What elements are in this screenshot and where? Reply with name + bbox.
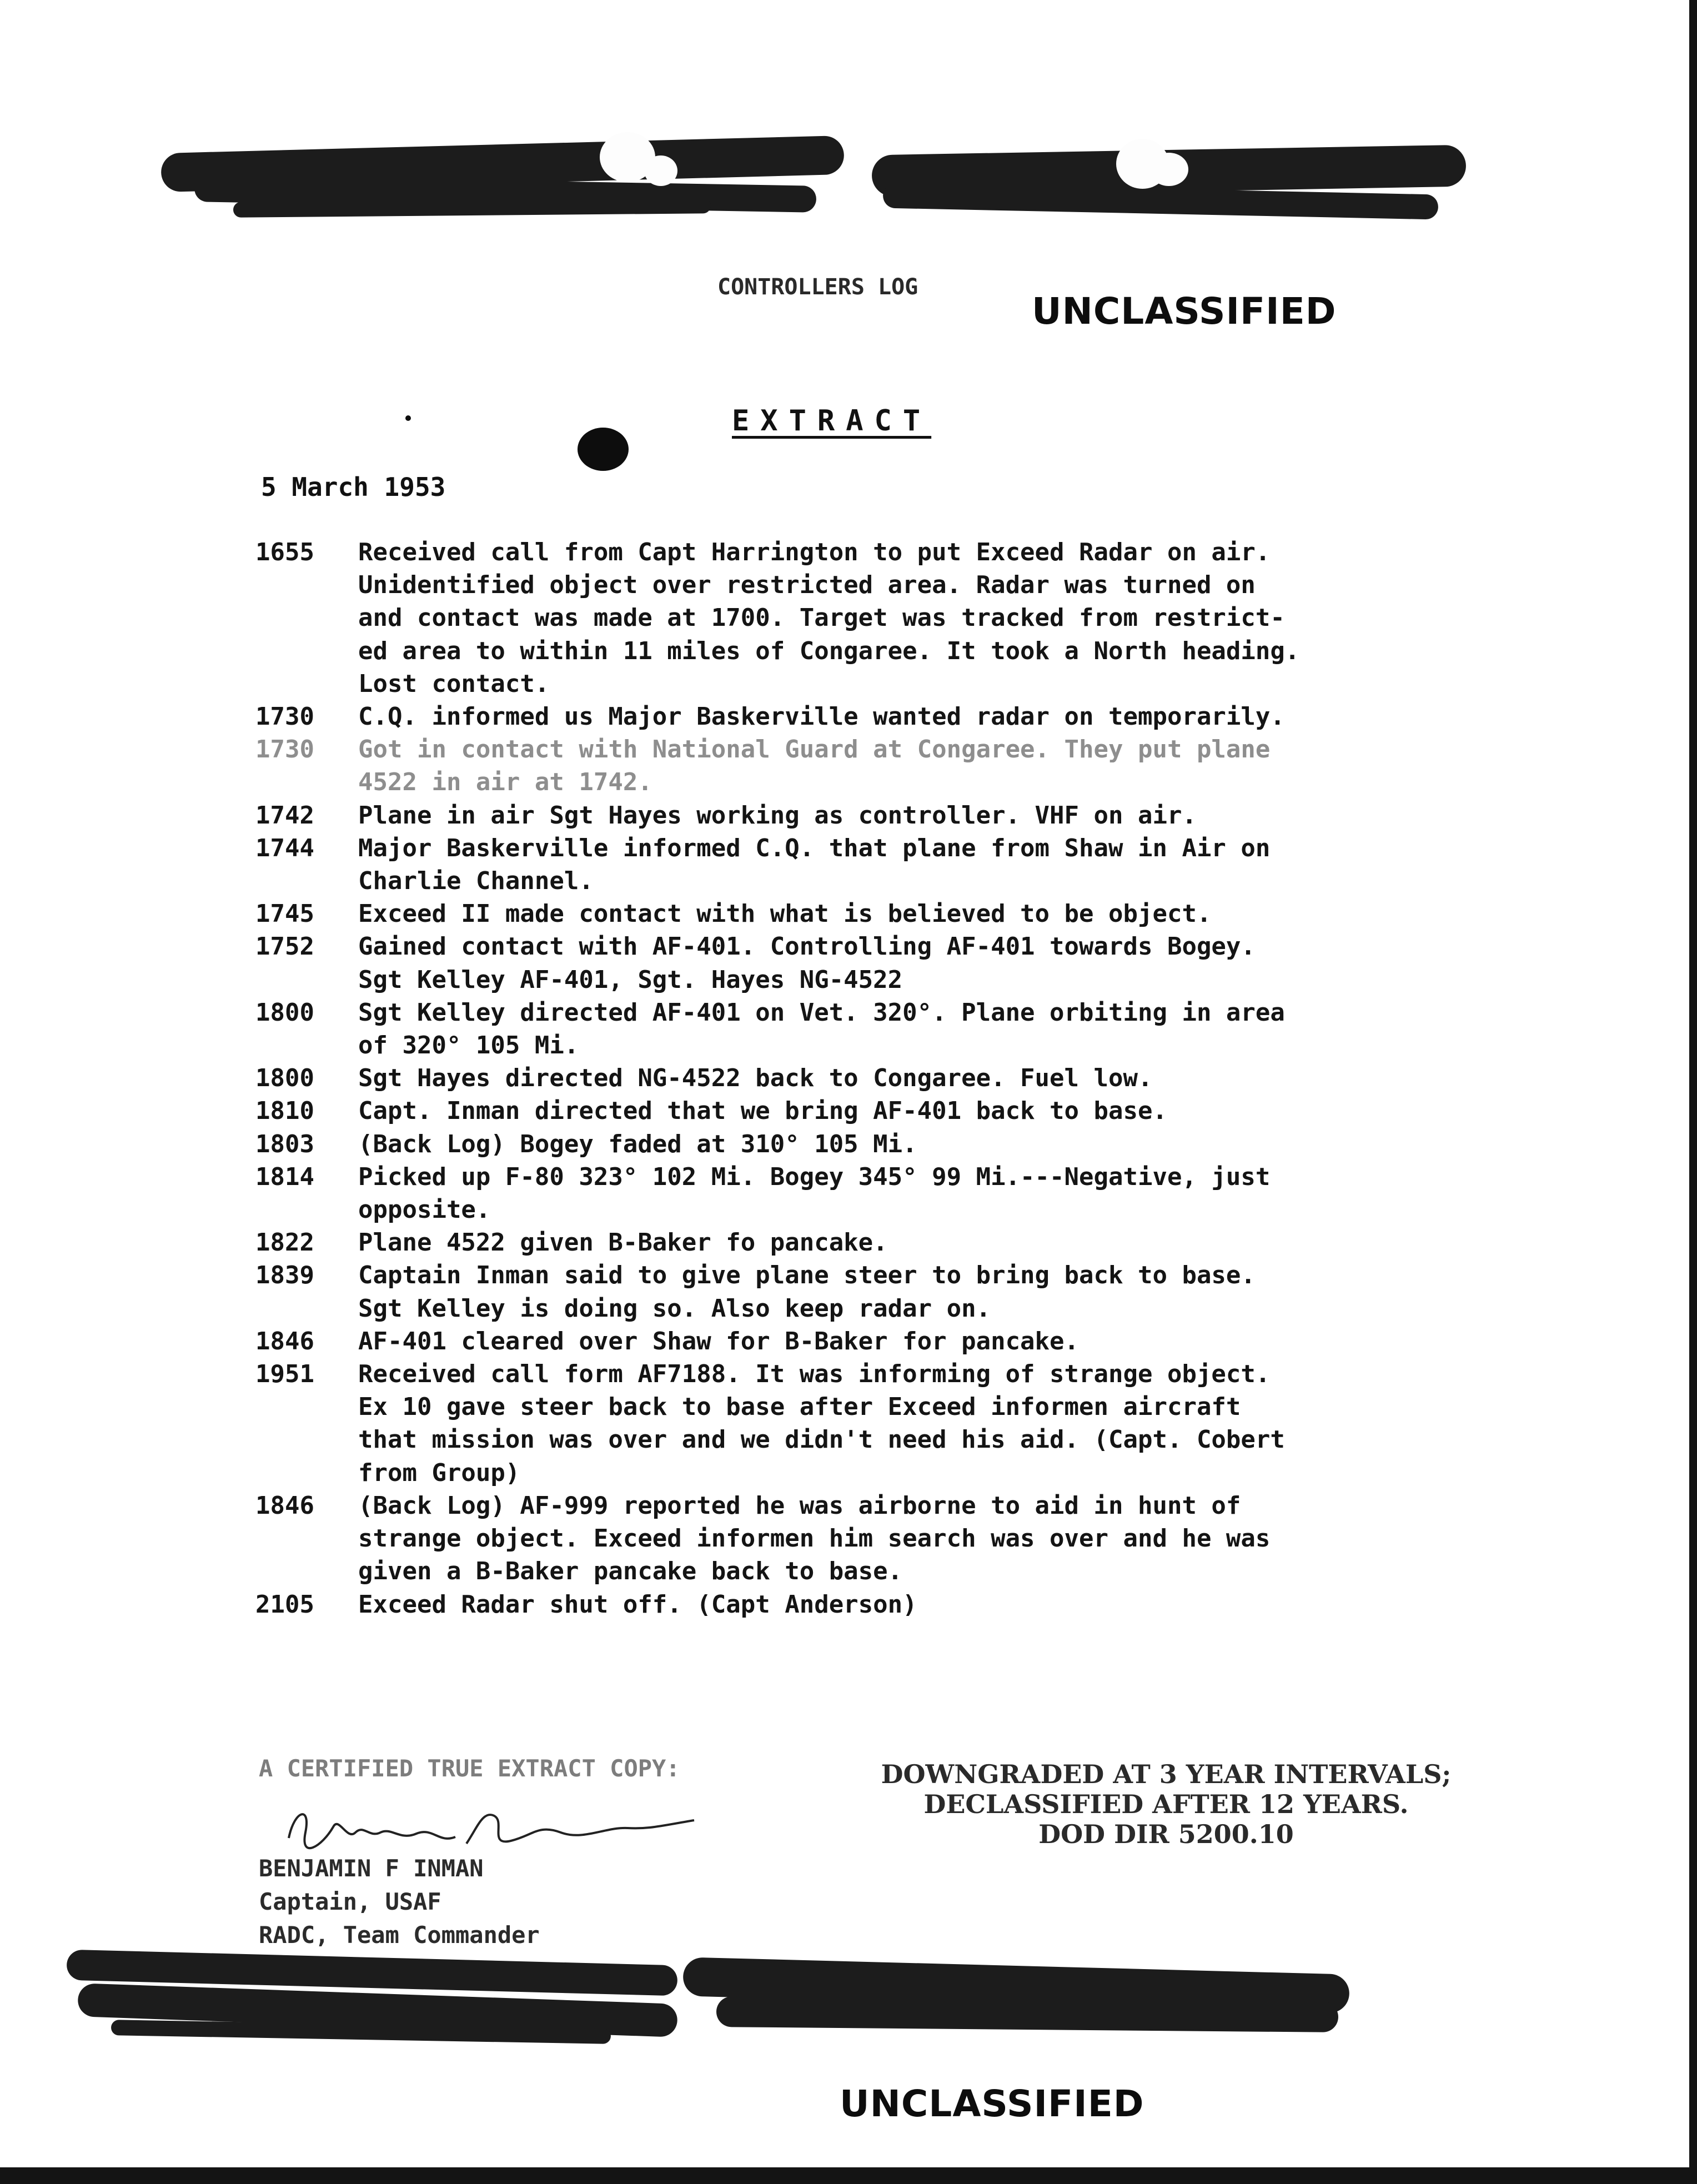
entry-text: Received call from Capt Harrington to put Exceed Radar on air. Unidentified object over restricted area. Radar was turned on and contact was made at 1700. Target was tracked from restrict- ed area to within 11 miles of Congaree. It took a North heading. Lost contact. <box>358 538 1300 698</box>
log-entry <box>255 1259 1477 1324</box>
entry-text: AF-401 cleared over Shaw for B-Baker for pancake. <box>358 1327 1080 1355</box>
entry-text: Received call form AF7188. It was informing of strange object. Ex 10 gave steer back to base after Exceed informen aircraft that mission was over and we didn't need his aid. (Capt. Cobert from Group) <box>358 1360 1285 1487</box>
entry-text: Picked up F-80 323° 102 Mi. Bogey 345° 99 Mi.---Negative, just opposite. <box>358 1162 1271 1224</box>
log-date: 5 March 1953 <box>261 472 446 502</box>
bottom-left-redaction <box>67 1946 683 2057</box>
log-entry <box>255 1325 1477 1358</box>
bottom-right-redaction <box>683 1955 1360 2060</box>
signer-name: BENJAMIN F INMAN <box>259 1855 484 1882</box>
entry-time: 1745 <box>255 900 314 928</box>
log-entry <box>255 930 1477 996</box>
entry-text: Gained contact with AF-401. Controlling AF-401 towards Bogey. Sgt Kelley AF-401, Sgt. Hayes NG-4522 <box>358 932 1256 994</box>
log-entries <box>255 536 1477 1621</box>
entry-text: Exceed Radar shut off. (Capt Anderson) <box>358 1590 917 1619</box>
entry-text: (Back Log) Bogey faded at 310° 105 Mi. <box>358 1129 917 1158</box>
downgrade-line-1: DOWNGRADED AT 3 YEAR INTERVALS; <box>881 1759 1452 1789</box>
entry-text: Exceed II made contact with what is believed to be object. <box>358 900 1212 928</box>
signature <box>272 1794 716 1860</box>
log-title: CONTROLLERS LOG <box>717 274 918 300</box>
entry-text: Sgt Kelley directed AF-401 on Vet. 320°. Plane orbiting in area of 320° 105 Mi. <box>358 998 1285 1060</box>
ink-blot <box>578 428 629 471</box>
entry-time: 1803 <box>255 1129 314 1158</box>
entry-text: Got in contact with National Guard at Congaree. They put plane 4522 in air at 1742. <box>358 735 1271 797</box>
log-entry <box>255 1062 1477 1094</box>
entry-time: 1800 <box>255 998 314 1027</box>
log-entry <box>255 1128 1477 1161</box>
entry-time: 1846 <box>255 1491 314 1520</box>
log-entry <box>255 996 1477 1062</box>
classification-stamp-bottom: UNCLASSIFIED <box>840 2082 1144 2125</box>
entry-text: Captain Inman said to give plane steer to bring back to base. Sgt Kelley is doing so. Also keep radar on. <box>358 1261 1256 1323</box>
log-entry <box>255 1161 1477 1226</box>
ink-speck <box>405 415 411 421</box>
entry-text: (Back Log) AF-999 reported he was airborne to aid in hunt of strange object. Exceed informen him search was over and he was given a B-Baker pancake back to base. <box>358 1491 1271 1586</box>
entry-time: 1744 <box>255 834 314 862</box>
top-left-redaction <box>161 128 844 239</box>
entry-time: 1655 <box>255 538 314 566</box>
log-entry <box>255 832 1477 897</box>
entry-time: 1730 <box>255 702 314 731</box>
entry-text: Plane in air Sgt Hayes working as controller. VHF on air. <box>358 801 1197 830</box>
entry-time: 1730 <box>255 735 314 764</box>
entry-text: Plane 4522 given B-Baker fo pancake. <box>358 1228 888 1257</box>
log-entry <box>255 1226 1477 1259</box>
entry-time: 1742 <box>255 801 314 830</box>
entry-time: 1752 <box>255 932 314 961</box>
downgrade-notice <box>833 1759 1499 1849</box>
extract-heading: EXTRACT <box>732 404 932 438</box>
entry-text: Sgt Hayes directed NG-4522 back to Congaree. Fuel low. <box>358 1064 1153 1093</box>
signer-rank: Captain, USAF <box>259 1888 441 1915</box>
log-entry <box>255 1588 1477 1621</box>
signer-role: RADC, Team Commander <box>259 1921 540 1949</box>
log-entry <box>255 536 1477 700</box>
log-entry <box>255 1489 1477 1588</box>
log-entry <box>255 1358 1477 1489</box>
entry-time: 1839 <box>255 1261 314 1290</box>
log-entry <box>255 700 1477 733</box>
classification-stamp-top: UNCLASSIFIED <box>1032 290 1337 333</box>
log-entry <box>255 1094 1477 1127</box>
log-entry <box>255 799 1477 832</box>
entry-time: 1846 <box>255 1327 314 1355</box>
entry-text: Capt. Inman directed that we bring AF-401 back to base. <box>358 1097 1167 1126</box>
entry-time: 1814 <box>255 1162 314 1191</box>
entry-time: 1800 <box>255 1064 314 1093</box>
entry-text: C.Q. informed us Major Baskerville wanted radar on temporarily. <box>358 702 1285 731</box>
log-entry <box>255 897 1477 930</box>
downgrade-line-3: DOD DIR 5200.10 <box>1038 1819 1294 1849</box>
top-right-redaction <box>866 128 1472 239</box>
log-entry <box>255 733 1477 799</box>
entry-text: Major Baskerville informed C.Q. that plane from Shaw in Air on Charlie Channel. <box>358 834 1271 896</box>
certification-caption: A CERTIFIED TRUE EXTRACT COPY: <box>259 1755 680 1782</box>
entry-time: 1951 <box>255 1360 314 1389</box>
downgrade-line-2: DECLASSIFIED AFTER 12 YEARS. <box>923 1789 1409 1819</box>
entry-time: 2105 <box>255 1590 314 1619</box>
entry-time: 1822 <box>255 1228 314 1257</box>
entry-time: 1810 <box>255 1097 314 1126</box>
